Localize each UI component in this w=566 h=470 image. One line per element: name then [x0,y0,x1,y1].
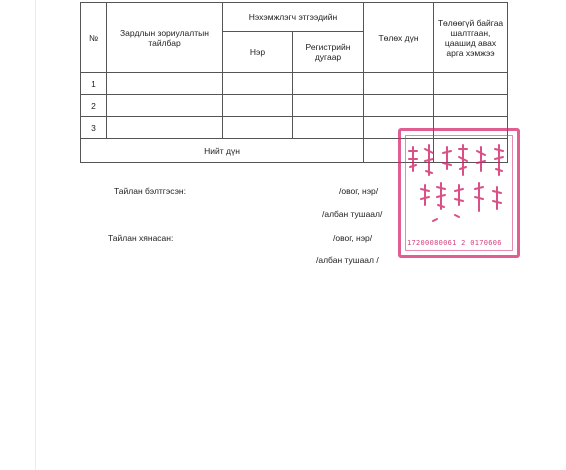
cell-description[interactable] [107,117,223,139]
cell-name[interactable] [223,95,293,117]
cell-unpaid-reason[interactable] [434,95,508,117]
prepared-position-hint: /албан тушаал/ [322,209,383,219]
header-counterparty-group: Нэхэмжлэгч этгээдийн [223,3,364,32]
header-name: Нэр [223,32,293,73]
header-amount-paid: Төлөх дүн [364,3,434,73]
cell-amount[interactable] [364,73,434,95]
reviewed-position-hint: /албан тушаал / [316,255,379,265]
reviewed-by-label: Тайлан хянасан: [108,233,174,243]
cell-registration[interactable] [293,95,364,117]
cell-description[interactable] [107,73,223,95]
cell-registration[interactable] [293,117,364,139]
cell-registration[interactable] [293,73,364,95]
header-unpaid-reason: Төлөөгүй байгаа шалтгаан, цаашид авах арга хэмжээ [434,3,508,73]
stamp-registration-number: 17200080061 2 0170606 [407,239,502,247]
page-margin-line [35,0,36,470]
header-description: Зардлын зориулалтын тайлбар [107,3,223,73]
cell-unpaid-reason[interactable] [434,73,508,95]
cell-name[interactable] [223,117,293,139]
row-index: 2 [81,95,107,117]
cell-name[interactable] [223,73,293,95]
row-index: 3 [81,117,107,139]
cell-description[interactable] [107,95,223,117]
row-index: 1 [81,73,107,95]
header-registration: Регистрийн дугаар [293,32,364,73]
prepared-by-label: Тайлан бэлтгэсэн: [114,186,186,196]
reviewed-name-hint: /овог, нэр/ [333,233,373,243]
total-label: Нийт дүн [81,139,364,163]
official-stamp [398,128,520,258]
table-row [81,95,508,117]
prepared-name-hint: /овог, нэр/ [339,186,379,196]
table-row [81,73,508,95]
header-number: № [81,3,107,73]
cell-amount[interactable] [364,95,434,117]
